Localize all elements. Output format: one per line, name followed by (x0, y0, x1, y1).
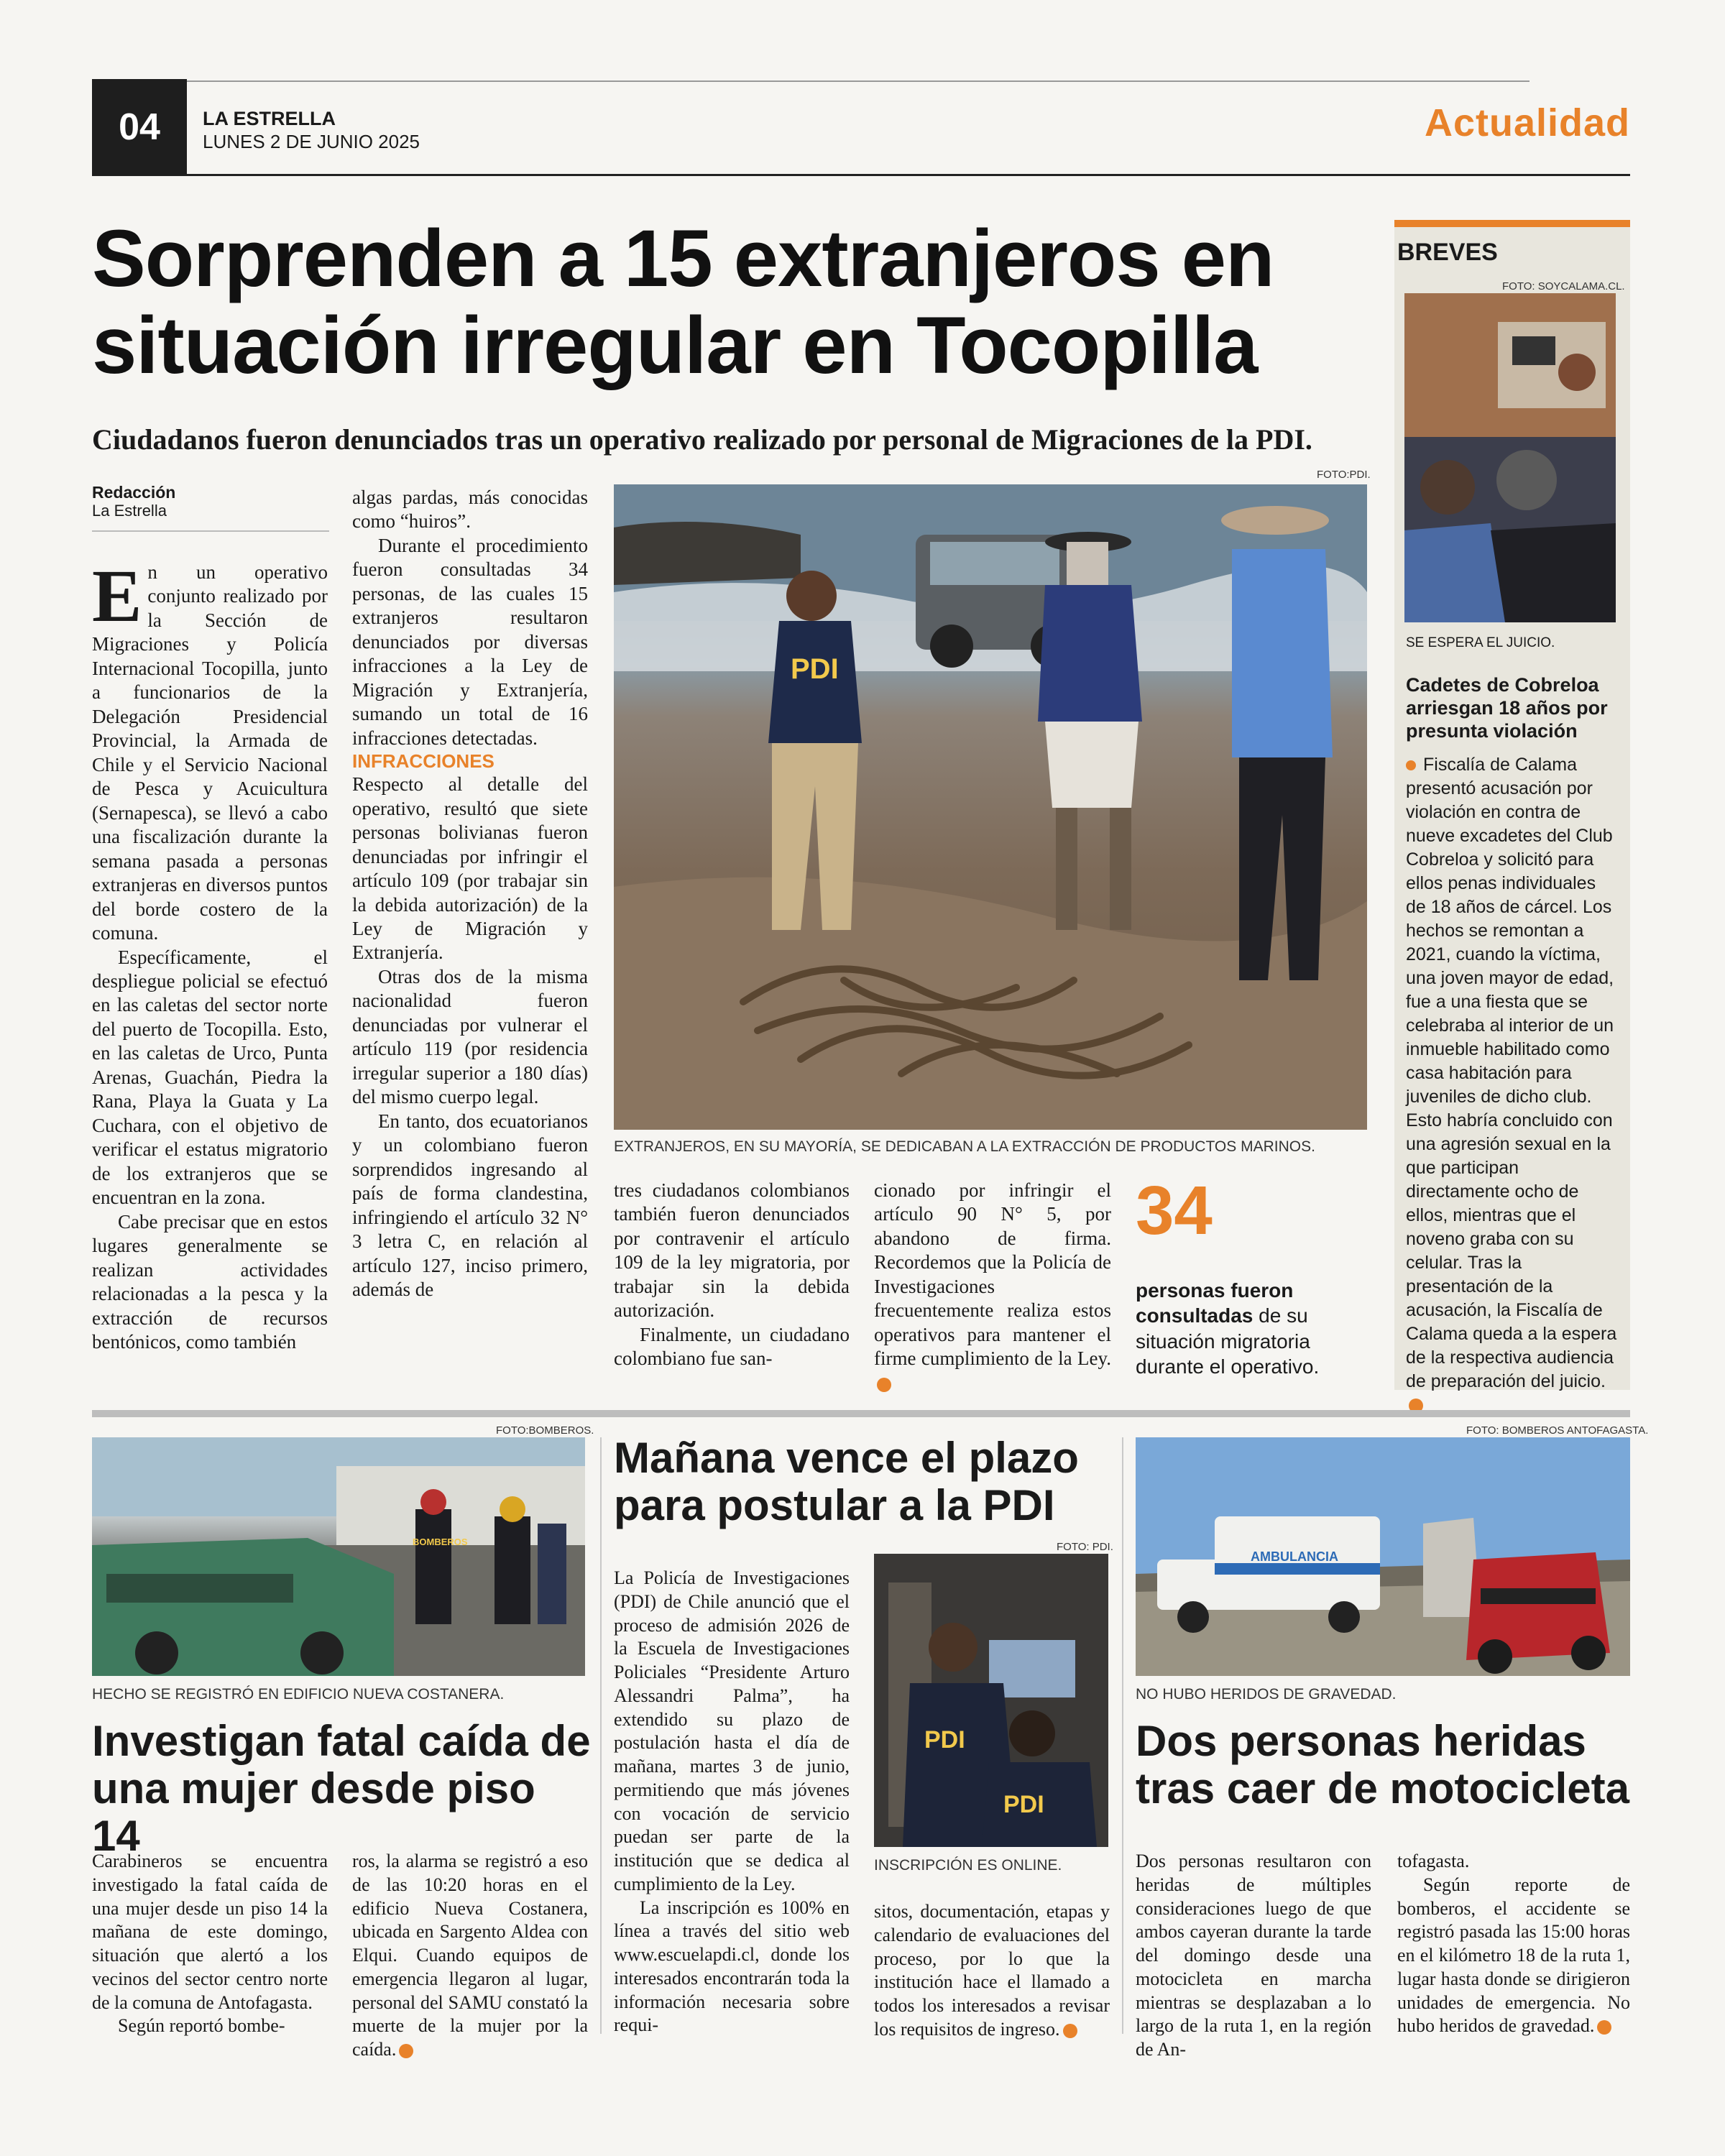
main-headline: Sorprenden a 15 extranjeros en situación irregular en Tocopilla (92, 213, 1274, 390)
main-col3-para-2: Finalmente, un ciudadano colombiano fue san- (614, 1323, 850, 1370)
breves-body (1406, 753, 1619, 1417)
main-col4-text: cionado por infringir el artículo 90 N° 5, por abandono de firma. Recordemos que la Policía de Investigaciones frecuentemente realiza estos operativos para mantener el firme cumplimiento de la Ley. (874, 1179, 1111, 1370)
story-a-photo (92, 1437, 585, 1676)
story-b-column-2 (874, 1900, 1110, 2042)
end-mark-icon (399, 2044, 413, 2058)
story-b-para-1: La Policía de Investigaciones (PDI) de Chile anunció que el proceso de admisión 2026 de la Escuela de Investigaciones Policiales “Presidente Arturo Alessandri Palma”, ha extendido su plazo de postulación hasta el día de mañana, martes 3 de junio, permitiendo que más jóvenes con vocación de servicio puedan ser parte de la institución que se dedica al cumplimiento de la Ley. (614, 1567, 850, 1894)
story-a-photo-credit: FOTO:BOMBEROS. (496, 1424, 594, 1437)
byline-rule (92, 530, 329, 532)
story-b-para-3 (874, 1900, 1110, 2042)
story-a-para-1: Carabineros se encuentra investigado la fatal caída de una mujer desde un piso 14 la mañana de este domingo, situación que alertó a los vecinos del sector centro norte de la comuna de Antofagasta. (92, 1851, 328, 2013)
breves-headline: Cadetes de Cobreloa arriesgan 18 años por presunta violación (1406, 674, 1608, 742)
main-col1-para-1-text: n un operativo conjunto realizado por la Sección de Migraciones y Policía Internacional Tocopilla, junto a funcionarios de la Delegación Presidencial Provincial, la Armada de Chile y el Servicio Nacional de Pesca y Acuicultura (Sernapesca), se llevó a cabo una fiscalización durante la semana pasada a personas extranjeras en diversos puntos del borde costero de la comuna. (92, 561, 328, 944)
breves-photo-credit: FOTO: SOYCALAMA.CL. (1502, 280, 1625, 292)
end-mark-icon (877, 1378, 891, 1392)
story-a-para-2: Según reportó bombe- (118, 2015, 285, 2037)
story-c-column-1 (1136, 1850, 1371, 2062)
main-column-2 (352, 486, 588, 1302)
story-a-para-3-text: ros, la alarma se registró a eso de las 10:20 horas en el edificio Nueva Costanera, ubicada en Sargento Aldea con Elqui. Cuando equipos de emergencia llegaron al lugar, personal del SAMU constató la muerte de la mujer por la caída. (352, 1851, 588, 2060)
stat-number: 34 (1136, 1172, 1213, 1249)
main-col2-para-1: algas pardas, más conocidas como “huiros”. (352, 487, 588, 533)
main-photo-caption: EXTRANJEROS, EN SU MAYORÍA, SE DEDICABAN A LA EXTRACCIÓN DE PRODUCTOS MARINOS. (614, 1138, 1315, 1155)
breves-photo-caption: SE ESPERA EL JUICIO. (1406, 635, 1555, 650)
byline-name: Redacción (92, 483, 176, 502)
page-number: 04 (92, 79, 187, 175)
byline-org: La Estrella (92, 502, 167, 520)
ambulance-text: AMBULANCIA (1251, 1549, 1338, 1564)
story-a-headline: Investigan fatal caída de una mujer desde piso 14 (92, 1717, 591, 1860)
main-column-1 (92, 555, 328, 1354)
breves-accent-bar (1394, 220, 1630, 227)
end-mark-icon (1063, 2024, 1077, 2038)
main-column-4 (874, 1179, 1111, 1395)
main-col2-para-4: Otras dos de la misma nacionalidad fueron denunciadas por vulnerar el artículo 119 (por residencia irregular superior a 180 días) del mismo cuerpo legal. (352, 965, 588, 1108)
story-c-para-3 (1397, 1874, 1630, 2038)
breves-photo (1404, 293, 1616, 622)
story-c-photo-caption: NO HUBO HERIDOS DE GRAVEDAD. (1136, 1686, 1397, 1703)
end-mark-icon (1597, 2020, 1611, 2035)
main-col4-para-1 (874, 1179, 1111, 1395)
breves-photo-illustration (1404, 293, 1616, 622)
stat-rest-text: de su situación migratoria durante el operativo. (1136, 1304, 1320, 1378)
column-rule (600, 1437, 602, 2034)
main-photo (614, 484, 1367, 1130)
story-b-vest-text: PDI (924, 1726, 965, 1754)
story-c-para-2: tofagasta. (1397, 1851, 1470, 1871)
main-photo-illustration (614, 484, 1367, 1130)
story-a-photo-illustration (92, 1437, 585, 1676)
story-a-para-3 (352, 1850, 588, 2062)
story-c-para-1: Dos personas resultaron con heridas de múltiples consideraciones luego de que ambos cayeran durante la tarde del domingo desde una motocicleta en marcha mientras se desplazaban a lo largo de la ruta 1, en la región de An- (1136, 1851, 1371, 2060)
breves-body-text: Fiscalía de Calama presentó acusación por violación en contra de nueve excadetes del Club Cobreloa y solicitó para ellos penas individuales de 18 años de cárcel. Los hechos se remontan a 2021, cuando la víctima, una joven mayor de edad, fue a una fiesta que se celebraba al interior de un inmueble habilitado como casa habitación para juveniles de dicho club. Esto habría concluido con una agresión sexual en la que participan directamente ocho de ellos, mientras que el noveno graba con su celular. Tras la presentación de la acusación, la Fiscalía de Calama queda a la espera de la respectiva audiencia de preparación del juicio. (1406, 755, 1617, 1391)
story-b-headline: Mañana vence el plazo para postular a la PDI (614, 1434, 1079, 1529)
main-photo-credit: FOTO:PDI. (1317, 469, 1371, 481)
story-b-vest-text-2: PDI (1003, 1791, 1044, 1818)
story-c-headline: Dos personas heridas tras caer de motocicleta (1136, 1717, 1629, 1812)
story-b-column-1 (614, 1567, 850, 2037)
header-top-rule (92, 80, 1530, 82)
story-c-para-3-text: Según reporte de bomberos, el accidente se registró pasada las 15:00 horas en el kilómetro 18 de la ruta 1, lugar hasta donde se dirigieron unidades de emergencia. No hubo heridos de gravedad. (1397, 1874, 1630, 2037)
main-subhead: Ciudadanos fueron denunciados tras un operativo realizado por personal de Migraciones de la PDI. (92, 423, 1312, 456)
main-col1-para-3: Cabe precisar que en estos lugares generalmente se realizan actividades relacionadas a la pesca y la extracción de recursos bentónicos, como también (92, 1210, 328, 1353)
story-b-photo (874, 1554, 1108, 1847)
story-a-column-1 (92, 1850, 328, 2038)
story-a-column-2 (352, 1850, 588, 2062)
stat-description (1136, 1278, 1351, 1379)
main-col1-para-2: Específicamente, el despliegue policial se efectuó en las caletas del sector norte del puerto de Tocopilla. Esto, en las caletas de Urco, Punta Arenas, Guachán, Piedra la Rana, Playa la Guata y La Cuchara, con el objetivo de verificar el estatus migratorio de los extranjeros que se encuentran en la zona. (92, 946, 328, 1209)
section-label: Actualidad (1424, 101, 1630, 144)
main-col2-para-2: Durante el procedimiento fueron consultadas 34 personas, de las cuales 15 extranjeros resultaron denunciados por diversas infracciones a la Ley de Migración y Extranjería, sumando un total de 16 infracciones detectadas. (352, 534, 588, 749)
column-rule (1122, 1437, 1123, 2034)
story-b-photo-illustration (874, 1554, 1108, 1847)
stat-bold-text: personas fueron consultadas (1136, 1279, 1294, 1327)
story-c-photo-illustration (1136, 1437, 1630, 1676)
section-subtitle: INFRACCIONES (352, 750, 494, 773)
main-col2-para-3: Respecto al detalle del operativo, resultó que siete personas bolivianas fueron denunciadas por infringir el artículo 109 (por trabajar sin la debida autorización) de la Ley de Migración y Extranjería. (352, 773, 588, 964)
drop-cap: E (92, 555, 142, 637)
vest-label-text: PDI (791, 653, 839, 685)
main-col3-para-1: tres ciudadanos colombianos también fueron denunciados por contravenir el artículo 109 de la ley migratoria, por trabajar sin la debida autorización. (614, 1179, 850, 1322)
publication-date: LUNES 2 DE JUNIO 2025 (203, 131, 420, 152)
story-c-photo-credit: FOTO: BOMBEROS ANTOFAGASTA. (1466, 1424, 1649, 1437)
main-col1-para-1 (92, 555, 328, 946)
story-b-photo-caption: INSCRIPCIÓN ES ONLINE. (874, 1857, 1062, 1874)
story-b-para-3-text: sitos, documentación, etapas y calendario de evaluaciones del proceso, por lo que la institución hace el llamado a todos los interesados a revisar los requisitos de ingreso. (874, 1901, 1110, 2040)
bullet-icon (1406, 760, 1416, 770)
story-c-column-2 (1397, 1850, 1630, 2038)
publication-name: LA ESTRELLA (203, 108, 336, 129)
main-col2-para-5: En tanto, dos ecuatorianos y un colombiano fueron sorprendidos ingresando al país de forma clandestina, infringiendo el artículo 32 N° 3 letra C, en relación al artículo 127, inciso primero, además de (352, 1110, 588, 1300)
main-column-3 (614, 1179, 850, 1371)
story-b-para-2: La inscripción es 100% en línea a través del sitio web www.escuelapdi.cl, donde los interesados encontrarán toda la información necesaria sobre requi- (614, 1897, 850, 2036)
header-bottom-rule (92, 174, 1630, 176)
bomberos-vest-text: BOMBEROS (413, 1537, 468, 1547)
story-b-photo-credit: FOTO: PDI. (1057, 1541, 1113, 1553)
story-a-photo-caption: HECHO SE REGISTRÓ EN EDIFICIO NUEVA COSTANERA. (92, 1686, 505, 1703)
section-divider (92, 1410, 1630, 1417)
breves-title: BREVES (1397, 239, 1498, 266)
story-c-photo (1136, 1437, 1630, 1676)
